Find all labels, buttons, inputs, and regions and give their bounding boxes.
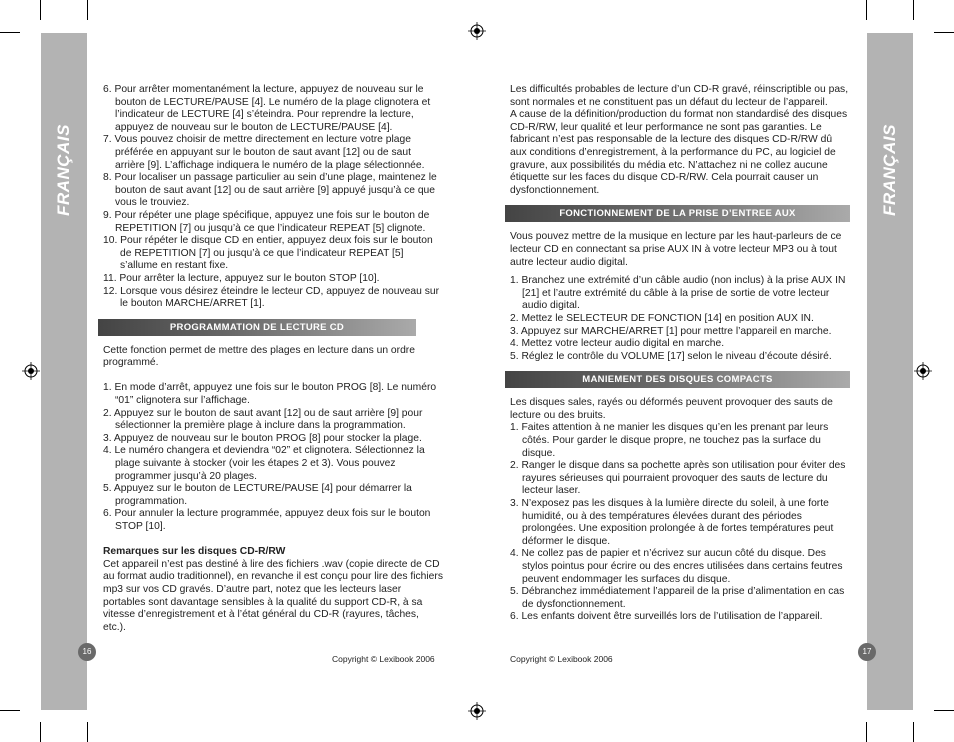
disc-intro: Les disques sales, rayés ou déformés peuvent provoquer des sauts de lecture ou des bruits. <box>510 397 833 421</box>
list-item: 3. Appuyez de nouveau sur le bouton PROG [8] pour stocker la plage. <box>103 432 422 444</box>
crop-mark <box>934 32 954 33</box>
crop-mark <box>0 710 20 711</box>
copyright-left: Copyright © Lexibook 2006 <box>332 654 435 664</box>
list-item: 6. Pour arrêter momentanément la lecture, appuyez de nouveau sur le bouton de LECTURE/PAUSE [4]. Le numéro de la plage clignotera et l’indicateur de LECTURE [4] s’éteindra. Pour reprendre la lecture, appuyez de nouveau sur le bouton de LECTURE/PAUSE [4]. <box>103 84 431 133</box>
section-heading-programmation: PROGRAMMATION DE LECTURE CD <box>98 319 416 336</box>
list-item: 5. Débranchez immédiatement l’appareil de la prise d’alimentation en cas de dysfonctionnement. <box>510 586 845 610</box>
page-number-left: 16 <box>78 643 96 661</box>
crop-mark <box>866 722 867 742</box>
copyright-right: Copyright © Lexibook 2006 <box>510 654 613 664</box>
aux-intro: Vous pouvez mettre de la musique en lecture par les haut-parleurs de ce lecteur CD en connectant sa prise AUX IN à votre lecteur MP3 ou à tout autre lecteur audio digital. <box>510 231 842 268</box>
playback-steps-list <box>103 84 443 311</box>
aux-steps-list <box>510 275 850 363</box>
list-item: 4. Le numéro changera et deviendra “02” et clignotera. Sélectionnez la plage suivante à stocker (voir les étapes 2 et 3). Vous pouvez programmer jusqu’à 20 plages. <box>103 445 425 482</box>
crop-mark <box>866 0 867 20</box>
programmation-intro: Cette fonction permet de mettre des plages en lecture dans un ordre programmé. <box>103 344 415 369</box>
crop-mark <box>40 0 41 20</box>
crop-mark <box>0 32 20 33</box>
crop-mark <box>87 722 88 742</box>
list-item: 1. Faites attention à ne manier les disques qu’en les prenant par leurs côtés. Pour garder le disque propre, ne touchez pas la surface du disque. <box>510 422 829 459</box>
cdr-paragraph-1: Les difficultés probables de lecture d’un CD-R gravé, réinscriptible ou pas, sont normales et ne constituent pas un défaut du lecteur de l’appareil. <box>510 84 849 108</box>
remarks-heading: Remarques sur les disques CD-R/RW <box>103 546 286 558</box>
remarks-text: Cet appareil n’est pas destiné à lire des fichiers .wav (copie directe de CD au format audio traditionnel), en revanche il est conçu pour lire des fichiers mp3 sur vos CD gravés. D’autre part, notez que les lecteurs laser portables sont davantage sensibles à la qualité du support CD-R, à sa vitesse d’enregistrement et à l’état général du CD-R (rayures, tâches, etc.). <box>103 558 443 633</box>
list-item: 4. Ne collez pas de papier et n’écrivez sur aucun côté du disque. Des stylos pointus pour écrire ou des encres utilisées dans certains feutres peuvent endommager les surfaces du disque. <box>510 548 843 585</box>
list-item: 5. Réglez le contrôle du VOLUME [17] selon le niveau d’écoute désiré. <box>510 350 832 362</box>
section-heading-aux: FONCTIONNEMENT DE LA PRISE D’ENTREE AUX <box>505 205 850 222</box>
crop-mark <box>87 0 88 20</box>
crop-mark <box>913 0 914 20</box>
list-item: 1. Branchez une extrémité d’un câble audio (non inclus) à la prise AUX IN [21] et l’autre extrémité du câble à la prise de sortie de votre lecteur audio digital. <box>510 275 846 312</box>
right-page-column <box>510 84 850 624</box>
registration-mark-icon <box>22 362 40 380</box>
list-item: 2. Appuyez sur le bouton de saut avant [12] ou de saut arrière [9] pour sélectionner la première plage à inclure dans la programmation. <box>103 407 423 432</box>
crop-mark <box>40 722 41 742</box>
left-page-column <box>103 84 443 634</box>
list-item: 8. Pour localiser un passage particulier au sein d’une plage, maintenez le bouton de saut avant [12] ou de saut arrière [9] appuyé jusqu’à ce que vous le trouviez. <box>103 172 437 209</box>
right-language-label: FRANÇAIS <box>880 124 899 216</box>
cdr-paragraph-2: A cause de la définition/production du format non standardisé des disques CD-R/RW, leur qualité et leur performance ne sont pas garanties. Le fabricant n’est pas responsable de la lecture des disques CD-R/RW dû aux conditions d’enregistrement, à la performance du PC, au logiciel de gravure, aux possibilités du média etc. N’attachez ni ne collez aucune étiquette sur les faces du disque CD-R/RW. Cela pourrait causer un dysfonctionnement. <box>510 109 848 196</box>
left-language-label: FRANÇAIS <box>54 124 73 216</box>
list-item: 7. Vous pouvez choisir de mettre directement en lecture votre plage préférée en appuyant sur le bouton de saut avant [12] ou de saut arrière [9]. L’affichage indiquera le numéro de la plage sélectionnée. <box>103 134 425 171</box>
list-item: 2. Ranger le disque dans sa pochette après son utilisation pour éviter des rayures sérieuses qui pourraient provoquer des sauts de lecture du lecteur laser. <box>510 460 846 497</box>
list-item: 9. Pour répéter une plage spécifique, appuyez une fois sur le bouton de REPETITION [7] ou jusqu’à ce que l’indicateur REPEAT [5] clignote. <box>103 209 430 234</box>
page-number-right: 17 <box>858 643 876 661</box>
list-item: 12. Lorsque vous désirez éteindre le lecteur CD, appuyez de nouveau sur le bouton MARCHE/ARRET [1]. <box>103 285 439 310</box>
registration-mark-icon <box>914 362 932 380</box>
list-item: 3. Appuyez sur MARCHE/ARRET [1] pour mettre l’appareil en marche. <box>510 325 832 337</box>
crop-mark <box>913 722 914 742</box>
list-item: 6. Les enfants doivent être surveillés lors de l’utilisation de l’appareil. <box>510 611 823 623</box>
registration-mark-icon <box>468 702 486 720</box>
list-item: 1. En mode d’arrêt, appuyez une fois sur le bouton PROG [8]. Le numéro “01” clignotera sur l’affichage. <box>103 382 437 407</box>
list-item: 2. Mettez le SELECTEUR DE FONCTION [14] en position AUX IN. <box>510 312 814 324</box>
list-item: 10. Pour répéter le disque CD en entier, appuyez deux fois sur le bouton de REPETITION [7] ou jusqu’à ce que l’indicateur REPEAT [5] s’allume en restant fixe. <box>103 235 433 272</box>
list-item: 11. Pour arrêter la lecture, appuyez sur le bouton STOP [10]. <box>103 272 380 284</box>
disc-handling-list <box>510 422 850 624</box>
list-item: 6. Pour annuler la lecture programmée, appuyez deux fois sur le bouton STOP [10]. <box>103 508 431 532</box>
programmation-steps-list <box>103 382 443 533</box>
list-item: 4. Mettez votre lecteur audio digital en marche. <box>510 338 725 350</box>
registration-mark-icon <box>468 22 486 40</box>
crop-mark <box>934 710 954 711</box>
section-heading-disc-handling: MANIEMENT DES DISQUES COMPACTS <box>505 371 850 388</box>
list-item: 5. Appuyez sur le bouton de LECTURE/PAUSE [4] pour démarrer la programmation. <box>103 483 412 507</box>
list-item: 3. N’exposez pas les disques à la lumière directe du soleil, à une forte humidité, ou à des températures élevées durant des périodes prolongées. Une exposition prolongée à de fortes températures peut déformer le disque. <box>510 498 834 547</box>
